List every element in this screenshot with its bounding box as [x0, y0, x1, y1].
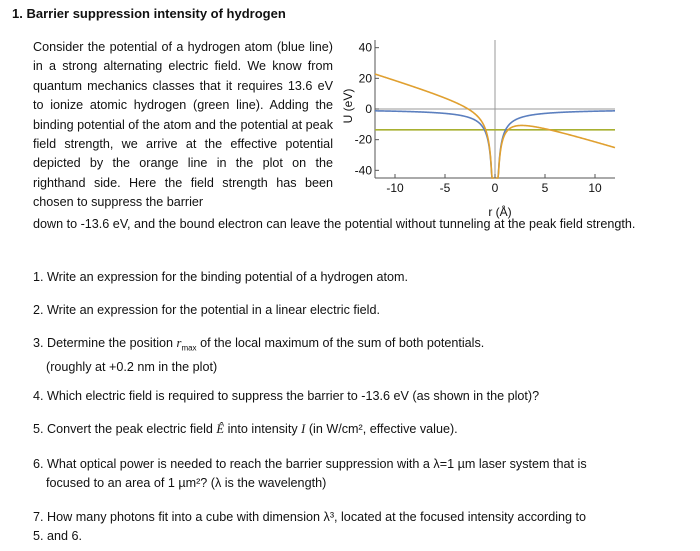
problem-title: 1. Barrier suppression intensity of hydrogen — [12, 6, 286, 21]
x-tick-label: -10 — [386, 181, 404, 195]
problem-intro: Consider the potential of a hydrogen atom (blue line) in a strong alternating electric field. We know from quantum mechanics classes that it requires 13.6 eV to ionize atomic hydrogen (green line). Adding the binding potential of the atom and the potential at peak field strength, we arrive at the effective potential depicted by the orange line in the plot on the righthand side. Here the field strength has been chosen to suppress the barrier — [33, 40, 333, 210]
question-1: 1. Write an expression for the binding potential of a hydrogen atom. — [33, 270, 409, 284]
y-tick-label: -20 — [354, 132, 372, 147]
y-axis-label: U (eV) — [341, 88, 355, 124]
question-2: 2. Write an expression for the potential in a linear electric field. — [33, 303, 380, 317]
question-7: 7. How many photons fit into a cube with dimension λ³, located at the focused intensity according to 5. and 6. — [33, 510, 587, 543]
y-tick-label: 0 — [365, 102, 372, 116]
y-tick-label: 40 — [358, 40, 372, 55]
x-tick-label: 0 — [491, 181, 499, 195]
question-3: 3. Determine the position $r_{max}$ of the local maximum of the sum of both potentials. (roughly at +0.2 nm in the plot) — [33, 336, 485, 374]
x-tick-label: -5 — [439, 181, 451, 195]
potential-plot — [335, 38, 620, 223]
x-tick-label: 5 — [541, 181, 549, 195]
y-tick-label: -40 — [354, 163, 372, 178]
question-6: 6. What optical power is needed to reach the barrier suppression with a λ=1 µm laser system that is focused to an area of 1 µm²? (λ is the wavelength) — [33, 457, 587, 490]
y-tick-label: 20 — [358, 71, 372, 86]
problem-intro-continued: down to -13.6 eV, and the bound electron can leave the potential without tunneling at the peak field strength. — [33, 217, 636, 231]
x-tick-label: 10 — [588, 181, 602, 195]
plot-axes — [375, 40, 615, 178]
x-axis-label: r (Å) — [488, 205, 512, 219]
question-5: 5. Convert the peak electric field Ê into intensity I (in W/cm², effective value). — [33, 422, 458, 436]
question-4: 4. Which electric field is required to suppress the barrier to -13.6 eV (as shown in the plot)? — [33, 389, 540, 403]
